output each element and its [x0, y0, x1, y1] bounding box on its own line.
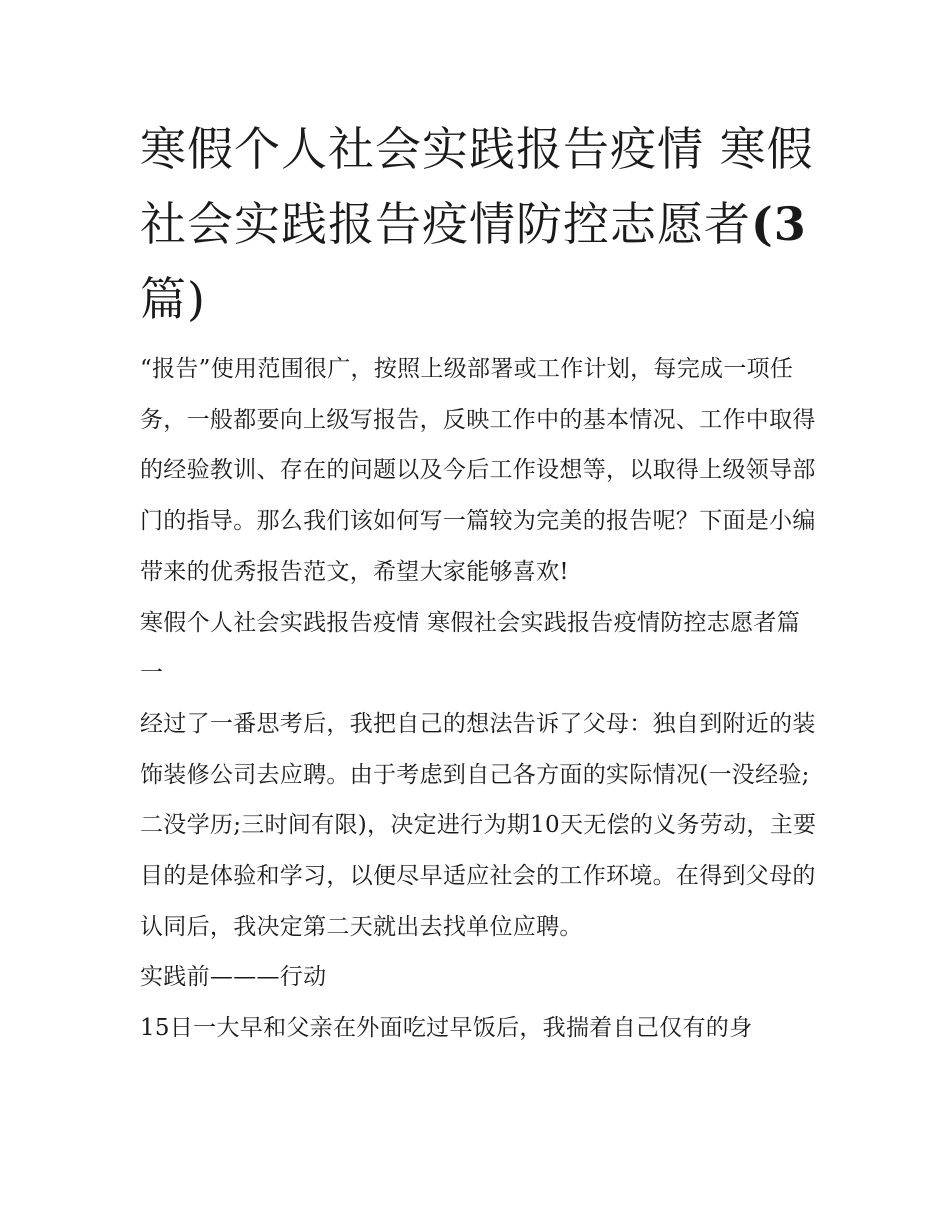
body-paragraph-continued: 15日一大早和父亲在外面吃过早饭后，我揣着自己仅有的身	[140, 1015, 753, 1042]
document-page	[140, 112, 820, 1054]
intro-paragraph: “报告”使用范围很广，按照上级部署或工作计划，每完成一项任务，一般都要向上级写报告，反映工作中的基本情况、工作中取得的经验教训、存在的问题以及今后工作设想等，以取得上级领导部门的指导。那么我们该如何写一篇较为完美的报告呢？下面是小编带来的优秀报告范文，希望大家能够喜欢!	[140, 356, 816, 585]
title-suffix: 篇)	[140, 272, 206, 326]
document-title	[140, 112, 820, 337]
section-heading: 寒假个人社会实践报告疫情 寒假社会实践报告疫情防控志愿者篇一	[140, 609, 801, 687]
title-count: (3	[751, 197, 807, 251]
body-paragraph: 经过了一番思考后，我把自己的想法告诉了父母：独自到附近的装饰装修公司去应聘。由于考虑到自己各方面的实际情况(一没经验;二没学历;三时间有限)，决定进行为期10天无偿的义务劳动，主要目的是体验和学习，以便尽早适应社会的工作环境。在得到父母的认同后，我决定第二天就出去找单位应聘。	[140, 710, 817, 940]
title-text: 寒假个人社会实践报告疫情 寒假社会实践报告疫情防控志愿者	[140, 122, 814, 251]
subsection-heading: 实践前———行动	[140, 964, 327, 991]
